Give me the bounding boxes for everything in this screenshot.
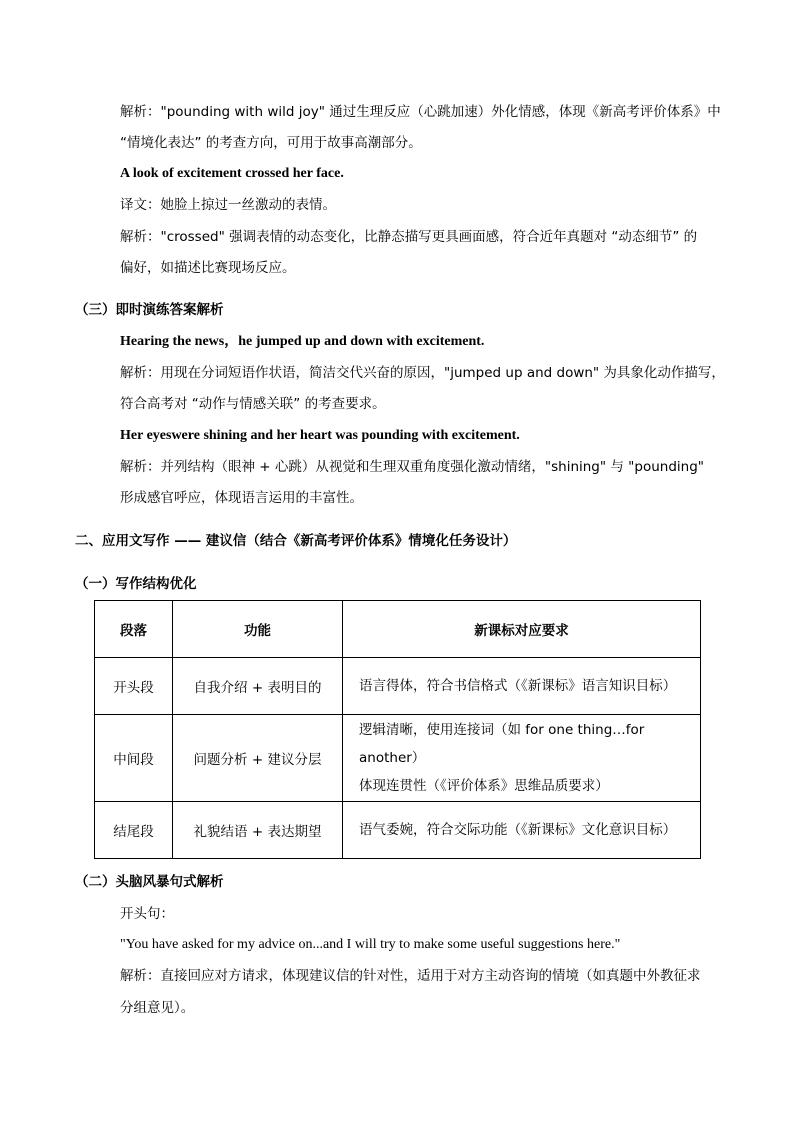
part-heading: 二、应用文写作 —— 建议信（结合《新高考评价体系》情境化任务设计） <box>75 533 517 549</box>
table-cell: 开头段 <box>95 658 173 715</box>
table-cell <box>343 802 701 859</box>
analysis-paragraph-continued: 符合高考对 “动作与情感关联” 的考查要求。 <box>120 396 386 412</box>
analysis-paragraph-continued: 形成感官呼应，体现语言运用的丰富性。 <box>120 490 363 506</box>
analysis-paragraph: 解析："crossed" 强调表情的动态变化，比静态描写更具画面感，符合近年真题对 “动态细节” 的 <box>120 229 698 245</box>
section-heading: （二）头脑风暴句式解析 <box>75 874 224 890</box>
table-cell: 问题分析 + 建议分层 <box>173 715 343 802</box>
requirement-line: 体现连贯性（《评价体系》思维品质要求） <box>359 778 609 794</box>
table-row <box>95 802 701 859</box>
table-row <box>95 658 701 715</box>
section-heading: （一）写作结构优化 <box>75 576 197 592</box>
analysis-paragraph-continued: “情境化表达” 的考查方向，可用于故事高潮部分。 <box>120 135 422 151</box>
table-cell: 礼貌结语 + 表达期望 <box>173 802 343 859</box>
example-sentence: Hearing the news，he jumped up and down with excitement. <box>120 334 485 349</box>
table-cell <box>343 715 701 802</box>
structure-table <box>94 600 701 859</box>
analysis-paragraph: 解析："pounding with wild joy" 通过生理反应（心跳加速）外化情感，体现《新高考评价体系》中 <box>120 104 721 120</box>
table-cell: 自我介绍 + 表明目的 <box>173 658 343 715</box>
requirement-line: 语言得体，符合书信格式（《新课标》语言知识目标） <box>359 678 677 694</box>
requirement-line: 逻辑清晰，使用连接词（如 for one thing…for another） <box>359 722 645 766</box>
table-header-cell: 新课标对应要求 <box>343 601 701 658</box>
table-cell: 结尾段 <box>95 802 173 859</box>
analysis-paragraph: 解析：直接回应对方请求，体现建议信的针对性，适用于对方主动咨询的情境（如真题中外教征求 <box>120 968 701 984</box>
table-header-cell: 段落 <box>95 601 173 658</box>
requirement-line: 语气委婉，符合交际功能（《新课标》文化意识目标） <box>359 822 677 838</box>
translation-line: 译文：她脸上掠过一丝激动的表情。 <box>120 197 336 213</box>
table-header-cell: 功能 <box>173 601 343 658</box>
table-cell: 中间段 <box>95 715 173 802</box>
table-header-row <box>95 601 701 658</box>
example-sentence: "You have asked for my advice on...and I will try to make some useful suggestions here." <box>120 937 621 952</box>
example-sentence: A look of excitement crossed her face. <box>120 166 344 181</box>
analysis-paragraph: 解析：用现在分词短语作状语，简洁交代兴奋的原因，"jumped up and down" 为具象化动作描写， <box>120 365 725 381</box>
analysis-paragraph-continued: 分组意见）。 <box>120 1000 195 1016</box>
example-sentence: Her eyeswere shining and her heart was pounding with excitement. <box>120 428 520 443</box>
section-heading: （三）即时演练答案解析 <box>75 302 224 318</box>
analysis-paragraph: 解析：并列结构（眼神 + 心跳）从视觉和生理双重角度强化激动情绪，"shining" 与 "pounding" <box>120 459 704 475</box>
table-cell <box>343 658 701 715</box>
table-row <box>95 715 701 802</box>
analysis-paragraph-continued: 偏好，如描述比赛现场反应。 <box>120 260 296 276</box>
sentence-label: 开头句： <box>120 906 174 922</box>
